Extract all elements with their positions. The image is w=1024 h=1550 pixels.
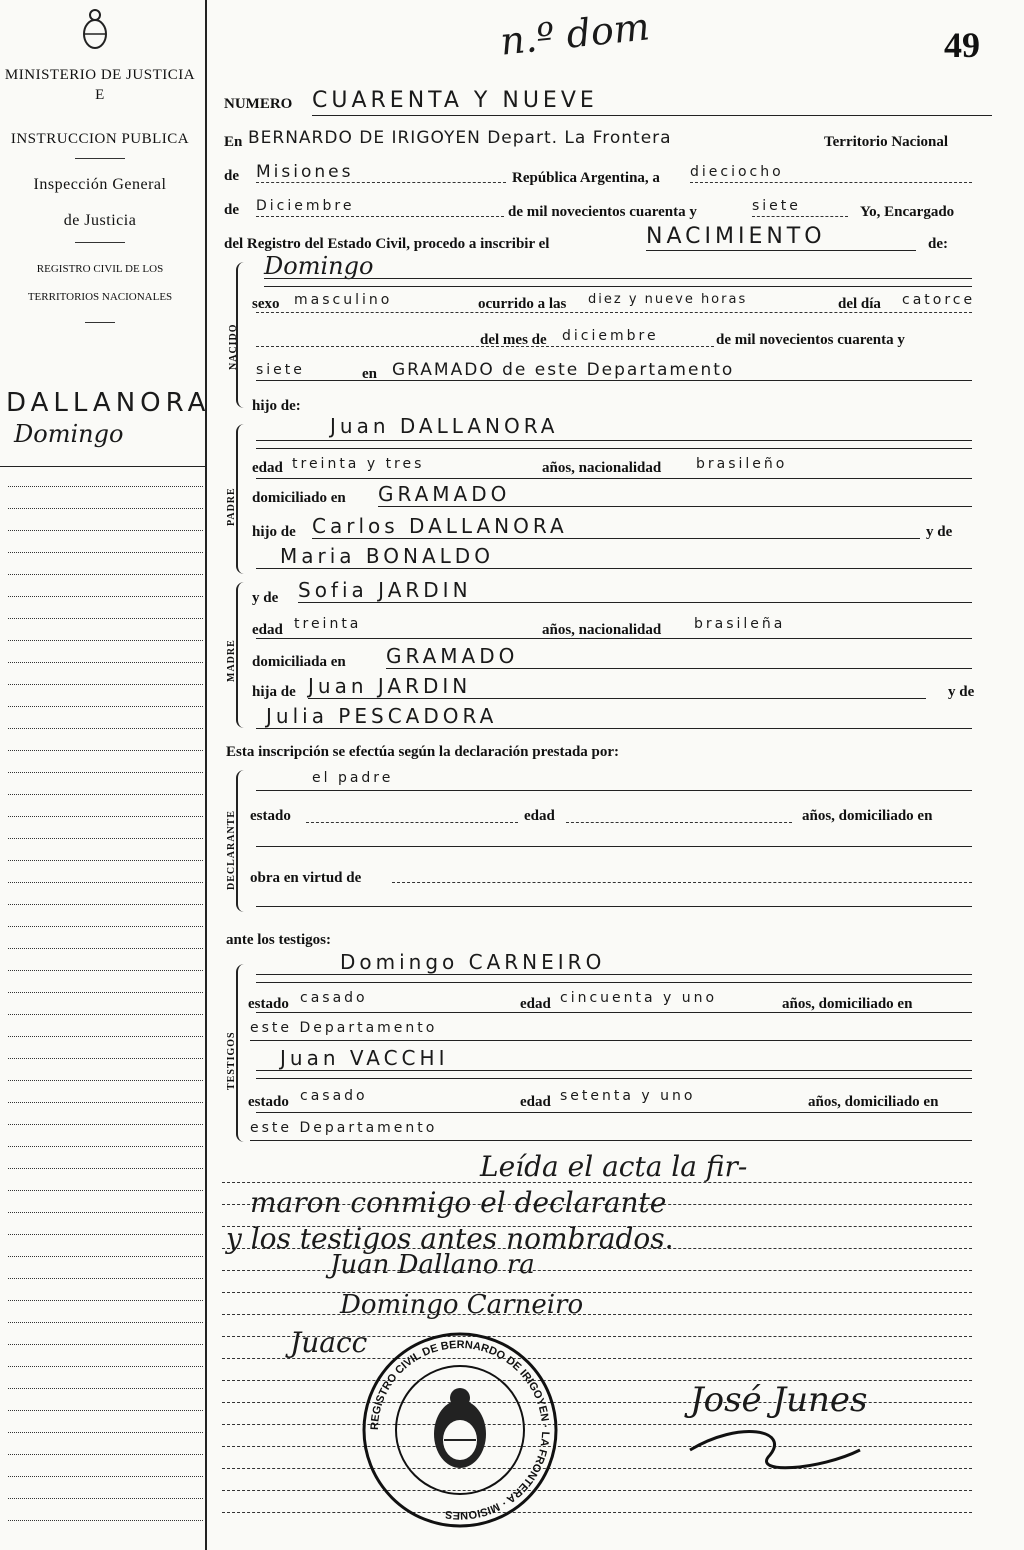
sex-value: masculino <box>294 292 393 308</box>
yo-label: Yo, Encargado <box>860 204 955 220</box>
day-value: dieciocho <box>690 164 784 180</box>
margin-ruled-line <box>8 1212 203 1213</box>
margin-ruled-line <box>8 1476 203 1477</box>
father-mother-name: Maria BONALDO <box>280 544 494 568</box>
year-prefix: de mil novecientos cuarenta y <box>508 204 697 220</box>
section-testigos: TESTIGOS <box>226 1031 237 1090</box>
margin-column <box>0 0 211 1550</box>
inspection-subtitle: de Justicia <box>63 212 137 229</box>
ante-label: ante los testigos: <box>226 932 331 948</box>
birth-year-value: siete <box>256 362 305 378</box>
declaration-text: Esta inscripción se efectúa según la declaración prestada por: <box>226 744 620 760</box>
father-hijo-de-label: hijo de <box>252 524 296 540</box>
svg-text:REGISTRO CIVIL DE BERNARDO DE: REGISTRO CIVIL DE BERNARDO DE IRIGOYEN · LA FRONTERA · MISIONES <box>368 1338 552 1522</box>
en-label-2: en <box>362 366 377 382</box>
ruled-line <box>222 1512 972 1513</box>
mother-father-name: Juan JARDIN <box>308 674 472 698</box>
margin-ruled-line <box>8 1234 203 1235</box>
father-father-name: Carlos DALLANORA <box>312 514 568 538</box>
margin-ruled-line <box>8 1520 203 1521</box>
act-type: NACIMIENTO <box>646 224 826 249</box>
margin-ruled-line <box>8 926 203 927</box>
margin-ruled-line <box>8 1344 203 1345</box>
margin-ruled-line <box>8 684 203 685</box>
del-dia-label: del día <box>838 296 881 312</box>
witness2-estado: casado <box>300 1088 368 1104</box>
del-mes-label: del mes de <box>480 332 547 348</box>
republica-label: República Argentina, a <box>512 170 660 186</box>
territory-value: Misiones <box>256 162 354 182</box>
margin-ruled-line <box>8 662 203 663</box>
closing-line-3: y los testigos antes nombrados. <box>226 1222 674 1255</box>
mother-y-de-label: y de <box>252 590 279 606</box>
margin-ruled-line <box>8 1388 203 1389</box>
margin-ruled-line <box>8 508 203 509</box>
margin-ruled-line <box>8 574 203 575</box>
ruled-line <box>222 1314 972 1315</box>
margin-ruled-line <box>8 1432 203 1433</box>
margin-ruled-line <box>8 530 203 531</box>
declarant-estado-label: estado <box>250 808 291 824</box>
section-declarante: DECLARANTE <box>226 809 237 890</box>
witness2-estado-label: estado <box>248 1094 289 1110</box>
declarant-anos-label: años, domiciliado en <box>802 808 933 824</box>
mother-domicile: GRAMADO <box>386 644 519 668</box>
sexo-label: sexo <box>252 296 280 312</box>
child-name: Domingo <box>264 252 374 280</box>
ministry-subtitle: INSTRUCCION PUBLICA <box>10 131 190 147</box>
father-anos-label: años, nacionalidad <box>542 460 662 476</box>
registrar-flourish <box>680 1410 880 1480</box>
mother-y-de-label-2: y de <box>948 684 975 700</box>
declarant-obra-label: obra en virtud de <box>250 870 362 886</box>
place-value: BERNARDO DE IRIGOYEN Depart. La Frontera <box>248 128 672 148</box>
numero-value: CUARENTA Y NUEVE <box>312 88 598 113</box>
hijo-label: hijo de: <box>252 398 301 414</box>
birth-place-value: GRAMADO de este Departamento <box>392 360 735 380</box>
margin-ruled-line <box>8 596 203 597</box>
ruled-line <box>222 1292 972 1293</box>
signature-registrar: José Junes <box>690 1380 868 1420</box>
margin-ruled-line <box>8 1058 203 1059</box>
birth-year-prefix: de mil novecientos cuarenta y <box>716 332 905 348</box>
witness2-anos-label: años, domiciliado en <box>808 1094 939 1110</box>
margin-ruled-line <box>8 728 203 729</box>
mother-anos-label: años, nacionalidad <box>542 622 662 638</box>
margin-ruled-line <box>8 486 203 487</box>
signature-witness1: Domingo Carneiro <box>340 1290 584 1320</box>
margin-ruled-line <box>8 1278 203 1279</box>
margin-ruled-line <box>8 948 203 949</box>
numero-label: NUMERO <box>224 96 293 112</box>
mother-hija-de-label: hija de <box>252 684 296 700</box>
margin-ruled-line <box>8 882 203 883</box>
margin-ruled-line <box>8 1322 203 1323</box>
territorio-label: Territorio Nacional <box>824 134 949 150</box>
mother-mother-name: Julia PESCADORA <box>266 704 498 728</box>
father-domicile: GRAMADO <box>378 482 511 506</box>
coat-of-arms-icon <box>80 8 110 52</box>
declarant-edad-label: edad <box>524 808 555 824</box>
year-value: siete <box>752 198 801 214</box>
margin-ruled-line <box>8 1124 203 1125</box>
ministry-and: E <box>95 87 105 103</box>
margin-ruled-line <box>8 970 203 971</box>
father-nationality: brasileño <box>696 456 788 472</box>
closing-line-2: maron conmigo el declarante <box>250 1186 667 1219</box>
birth-day-value: catorce <box>902 292 976 308</box>
de-label: de <box>224 168 239 184</box>
margin-ruled-line <box>8 618 203 619</box>
margin-ruled-line <box>8 552 203 553</box>
margin-ruled-line <box>8 1146 203 1147</box>
margin-ruled-line <box>8 838 203 839</box>
margin-given-name: Domingo <box>14 420 124 448</box>
margin-ruled-line <box>8 1454 203 1455</box>
witness1-name: Domingo CARNEIRO <box>340 950 606 974</box>
margin-ruled-line <box>8 772 203 773</box>
margin-ruled-line <box>8 1102 203 1103</box>
witness1-estado: casado <box>300 990 368 1006</box>
father-name: Juan DALLANORA <box>330 414 559 438</box>
margin-ruled-line <box>8 1498 203 1499</box>
hour-value: diez y nueve horas <box>588 292 748 307</box>
witness1-edad-label: edad <box>520 996 551 1012</box>
ministry-title: MINISTERIO DE JUSTICIA <box>4 67 196 83</box>
closing-line-1: Leída el acta la fir- <box>480 1150 748 1183</box>
margin-ruled-line <box>8 640 203 641</box>
father-edad-label: edad <box>252 460 283 476</box>
margin-ruled-line <box>8 1256 203 1257</box>
witness2-age: setenta y uno <box>560 1088 696 1104</box>
father-y-de-label: y de <box>926 524 953 540</box>
mother-domiciliada-label: domiciliada en <box>252 654 346 670</box>
section-padre: PADRE <box>226 487 237 526</box>
margin-ruled-line <box>8 706 203 707</box>
page-number: 49 <box>944 25 980 65</box>
en-label: En <box>224 134 243 150</box>
margin-ruled-line <box>8 1080 203 1081</box>
witness2-domicile: este Departamento <box>250 1120 438 1136</box>
mother-edad-label: edad <box>252 622 283 638</box>
mother-age: treinta <box>294 616 362 632</box>
witness1-age: cincuenta y uno <box>560 990 718 1006</box>
margin-ruled-line <box>8 860 203 861</box>
mother-name: Sofia JARDIN <box>298 578 472 602</box>
section-madre: MADRE <box>226 639 237 682</box>
de2-label: de <box>224 202 239 218</box>
margin-ruled-line <box>8 1168 203 1169</box>
birth-month-value: diciembre <box>562 328 659 344</box>
registro-text: del Registro del Estado Civil, procedo a inscribir el <box>224 236 550 252</box>
margin-ruled-line <box>8 794 203 795</box>
witness2-edad-label: edad <box>520 1094 551 1110</box>
margin-ruled-line <box>8 750 203 751</box>
registry-subtitle: TERRITORIOS NACIONALES <box>27 291 173 303</box>
margin-ruled-line <box>8 1190 203 1191</box>
margin-ruled-line <box>8 1366 203 1367</box>
ocurrido-label: ocurrido a las <box>478 296 567 312</box>
witness1-domicile: este Departamento <box>250 1020 438 1036</box>
official-seal <box>360 1330 560 1530</box>
witness1-anos-label: años, domiciliado en <box>782 996 913 1012</box>
margin-ruled-line <box>8 1014 203 1015</box>
margin-surname: DALLANORA <box>6 388 211 418</box>
ruled-line <box>222 1490 972 1491</box>
witness2-name: Juan VACCHI <box>280 1046 449 1070</box>
margin-ruled-line <box>8 1410 203 1411</box>
father-age: treinta y tres <box>292 456 425 472</box>
month-value: Diciembre <box>256 198 355 214</box>
registry-title: REGISTRO CIVIL DE LOS <box>36 263 164 275</box>
inspection-title: Inspección General <box>33 176 167 193</box>
signature-witness2: Juacc <box>290 1326 368 1359</box>
margin-ruled-line <box>8 816 203 817</box>
margin-ruled-line <box>8 1300 203 1301</box>
section-nacido: NACIDO <box>228 323 239 370</box>
margin-ruled-line <box>8 1036 203 1037</box>
signature-father: Juan Dallano ra <box>330 1250 535 1280</box>
margin-ruled-line <box>8 904 203 905</box>
witness1-estado-label: estado <box>248 996 289 1012</box>
mother-nationality: brasileña <box>694 616 786 632</box>
father-domiciliado-label: domiciliado en <box>252 490 346 506</box>
top-signature: n.º dom <box>498 4 652 64</box>
margin-rule <box>0 466 205 467</box>
margin-ruled-line <box>8 992 203 993</box>
de-colon: de: <box>928 236 948 252</box>
declarant-value: el padre <box>312 770 394 786</box>
